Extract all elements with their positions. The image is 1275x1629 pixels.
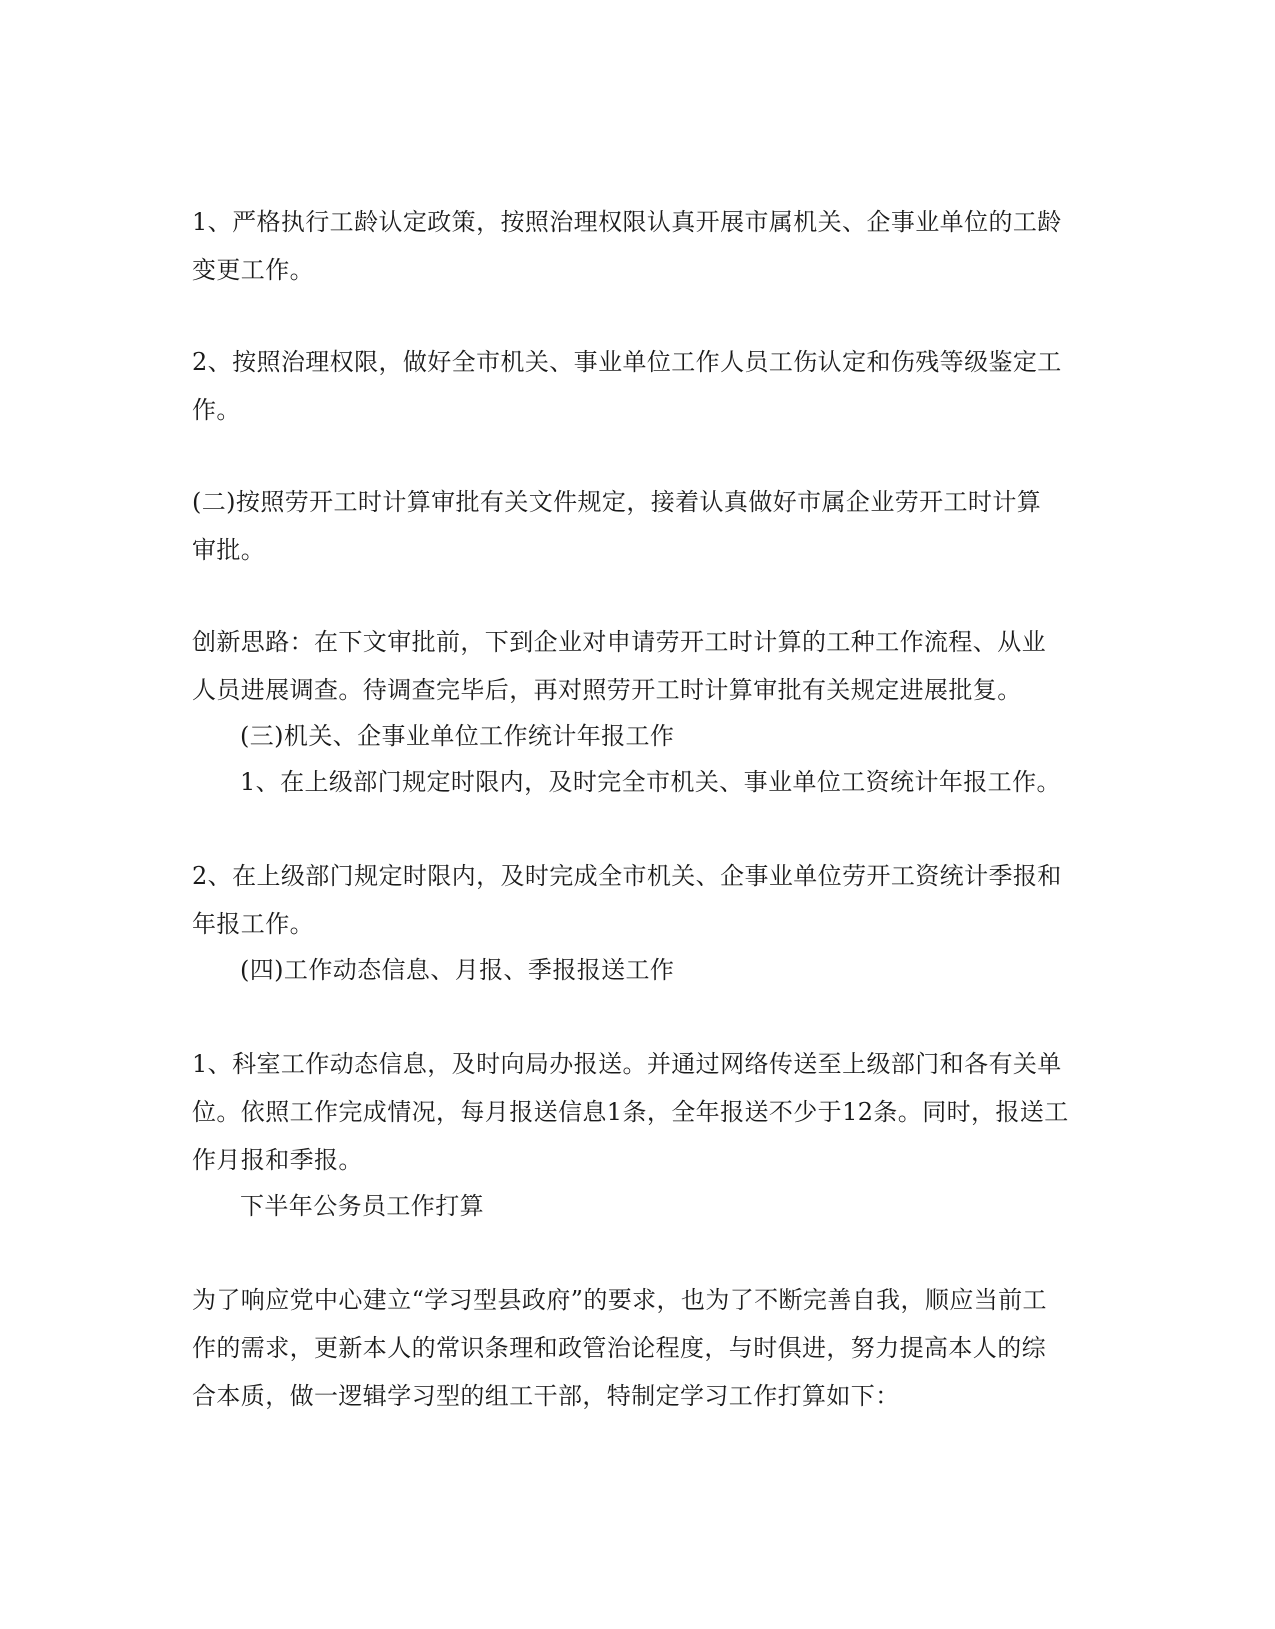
paragraph-line: 作。 [192, 396, 241, 424]
paragraph-line: 审批。 [192, 536, 266, 564]
paragraph-line: 作月报和季报。 [192, 1146, 363, 1174]
paragraph-line: 人员进展调查。待调查完毕后，再对照劳开工时计算审批有关规定进展批复。 [192, 676, 1022, 704]
section-heading: (四)工作动态信息、月报、季报报送工作 [240, 956, 675, 984]
paragraph-line: 1、科室工作动态信息，及时向局办报送。并通过网络传送至上级部门和各有关单 [192, 1050, 1062, 1078]
paragraph-line: 作的需求，更新本人的常识条理和政管治论程度，与时俱进，努力提高本人的综 [192, 1334, 1046, 1362]
paragraph-line: 2、在上级部门规定时限内，及时完成全市机关、企事业单位劳开工资统计季报和 [192, 862, 1062, 890]
section-heading: (三)机关、企事业单位工作统计年报工作 [240, 722, 675, 750]
paragraph-line: 1、在上级部门规定时限内，及时完全市机关、事业单位工资统计年报工作。 [240, 768, 1061, 796]
paragraph-line: (二)按照劳开工时计算审批有关文件规定，接着认真做好市属企业劳开工时计算 [192, 488, 1042, 516]
paragraph-line: 位。依照工作完成情况，每月报送信息1条，全年报送不少于12条。同时，报送工 [192, 1098, 1069, 1126]
paragraph-line: 年报工作。 [192, 910, 314, 938]
paragraph-line: 合本质，做一逻辑学习型的组工干部，特制定学习工作打算如下： [192, 1382, 900, 1410]
paragraph-line: 2、按照治理权限，做好全市机关、事业单位工作人员工伤认定和伤残等级鉴定工 [192, 348, 1062, 376]
paragraph-line: 1、严格执行工龄认定政策，按照治理权限认真开展市属机关、企事业单位的工龄 [192, 208, 1062, 236]
section-title: 下半年公务员工作打算 [240, 1192, 484, 1220]
paragraph-line: 创新思路：在下文审批前，下到企业对申请劳开工时计算的工种工作流程、从业 [192, 628, 1046, 656]
paragraph-line: 变更工作。 [192, 256, 314, 284]
paragraph-line: 为了响应党中心建立“学习型县政府”的要求，也为了不断完善自我，顺应当前工 [192, 1286, 1047, 1314]
